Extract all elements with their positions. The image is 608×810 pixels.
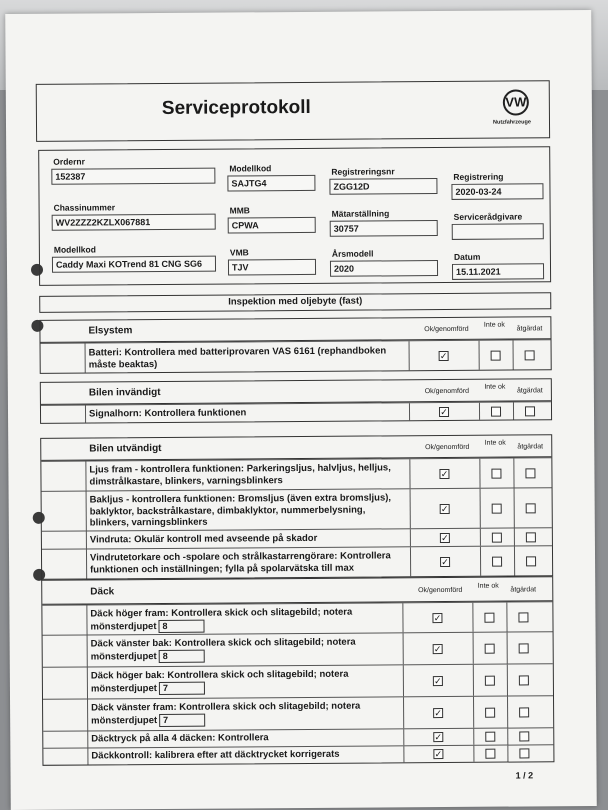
inte-ok-checkbox[interactable] — [492, 533, 502, 543]
checklist-row — [43, 744, 553, 765]
tread-depth-field: 8 — [159, 649, 205, 662]
col-ok-header: Ok/genomförd — [424, 387, 470, 396]
col-ok-header: Ok/genomförd — [425, 443, 470, 452]
col-atgardat-header: åtgärdat — [516, 325, 543, 333]
modellkod2-label: Modellkod — [53, 244, 96, 255]
col-inte-ok-header: Inte ok — [484, 439, 506, 447]
col-atgardat-header: åtgärdat — [517, 443, 544, 451]
checklist-row — [41, 401, 551, 423]
row-text: Däck vänster bak: Kontrollera skick och slitagebild; notera mönsterdjupet 8 — [90, 636, 356, 662]
checklist-row — [43, 631, 553, 667]
inspection-title: Inspektion med oljebyte (fast) — [39, 292, 551, 313]
ok-checkbox[interactable]: ✓ — [434, 708, 442, 719]
checklist-row — [42, 601, 552, 635]
tread-depth-field: 7 — [159, 713, 205, 726]
ordernr-field: 152387 — [51, 168, 215, 185]
section-title: Elsystem — [88, 325, 133, 337]
checklist-row — [42, 487, 552, 531]
vmb-label: VMB — [229, 247, 249, 258]
col-atgardat-header: åtgärdat — [517, 387, 543, 395]
datum-field: 15.11.2021 — [452, 263, 544, 280]
ok-checkbox[interactable]: ✓ — [434, 749, 443, 760]
vw-logo: VW — [503, 89, 529, 115]
registrering-field: 2020-03-24 — [451, 183, 543, 200]
modellkod2-field: Caddy Maxi KOTrend 81 CNG SG6 — [52, 256, 216, 273]
ok-checkbox[interactable]: ✓ — [440, 406, 448, 418]
registrering-label: Registrering — [453, 171, 504, 182]
atgardat-checkbox[interactable] — [519, 643, 529, 653]
section-bilen-invandigt — [40, 378, 552, 424]
row-text: Batteri: Kontrollera med batteriprovaren VAS 6161 (rephandboken måste beaktas) — [88, 345, 387, 370]
ok-checkbox[interactable]: ✓ — [433, 613, 442, 624]
row-text: Däck höger bak: Kontrollera skick och slitagebild; notera mönsterdjupet 7 — [90, 668, 349, 694]
col-atgardat-header: åtgärdat — [510, 586, 537, 594]
atgardat-checkbox[interactable] — [519, 748, 529, 758]
datum-label: Datum — [453, 251, 481, 262]
checklist-row — [42, 545, 552, 579]
ordernr-label: Ordernr — [53, 156, 85, 167]
vehicle-info — [38, 146, 551, 286]
chassinummer-label: Chassinummer — [53, 202, 116, 213]
atgardat-checkbox[interactable] — [526, 532, 536, 542]
chassinummer-field: WV2ZZZ2KZLX067881 — [52, 214, 216, 231]
col-ok-header: Ok/genomförd — [424, 325, 469, 334]
arsmodell-field: 2020 — [330, 260, 438, 277]
atgardat-checkbox[interactable] — [519, 707, 529, 717]
inte-ok-checkbox[interactable] — [484, 613, 494, 623]
matarstallning-field: 30757 — [330, 220, 438, 237]
inte-ok-checkbox[interactable] — [492, 557, 502, 567]
section-elsystem — [39, 316, 551, 374]
row-text: Vindrutetorkare och -spolare och strålkastarrengörare: Kontrollera funktionen och inställningen; fylla på spolarvätska till max — [89, 550, 391, 575]
row-text: Bakljus - kontrollera funktionen: Bromsljus (även extra bromsljus), baklyktor, backstrålkastare, dimbaklyktor, nummerbelysning, blinkers, varningsblinkers — [89, 492, 392, 529]
ok-checkbox[interactable]: ✓ — [440, 468, 449, 480]
row-text: Däcktryck på alla 4 däcken: Kontrollera — [91, 732, 269, 745]
mmb-label: MMB — [229, 205, 250, 216]
section-header — [42, 577, 552, 605]
atgardat-checkbox[interactable] — [518, 612, 528, 622]
inte-ok-checkbox[interactable] — [485, 708, 495, 718]
inte-ok-checkbox[interactable] — [485, 676, 495, 686]
ok-checkbox[interactable]: ✓ — [441, 556, 449, 568]
tread-depth-field: 7 — [159, 681, 205, 694]
col-inte-ok-header: Inte ok — [477, 582, 499, 590]
ok-checkbox[interactable]: ✓ — [439, 350, 448, 362]
section-dack — [41, 576, 554, 766]
arsmodell-label: Årsmodell — [331, 248, 374, 259]
inte-ok-checkbox[interactable] — [485, 749, 495, 759]
atgardat-checkbox[interactable] — [525, 350, 535, 360]
checklist-row — [41, 457, 551, 491]
atgardat-checkbox[interactable] — [526, 503, 536, 513]
col-inte-ok-header: Inte ok — [484, 383, 506, 391]
row-text: Vindruta: Okulär kontroll med avseende på skador — [89, 532, 318, 546]
checklist-row — [43, 663, 553, 699]
inte-ok-checkbox[interactable] — [485, 644, 495, 654]
inte-ok-checkbox[interactable] — [491, 407, 501, 417]
registreringsnr-field: ZGG12D — [329, 178, 437, 195]
tread-depth-field: 8 — [158, 619, 204, 632]
page-number: 1 / 2 — [515, 770, 534, 781]
brand-name: Nutzfahrzeuge — [492, 119, 531, 126]
inte-ok-checkbox[interactable] — [491, 469, 501, 479]
atgardat-checkbox[interactable] — [526, 556, 536, 566]
checklist-row — [43, 695, 553, 731]
ok-checkbox[interactable]: ✓ — [434, 732, 443, 743]
section-bilen-utvandigt — [40, 434, 553, 580]
col-ok-header: Ok/genomförd — [418, 586, 463, 595]
ok-checkbox[interactable]: ✓ — [433, 644, 442, 655]
servicaradgivare-label: Servicerådgivare — [453, 211, 523, 222]
ok-checkbox[interactable]: ✓ — [434, 676, 442, 687]
atgardat-checkbox[interactable] — [519, 731, 529, 741]
vmb-field: TJV — [228, 259, 316, 276]
row-text: Däckkontroll: kalibrera efter att däcktrycket korrigerats — [91, 748, 340, 762]
row-text: Ljus fram - kontrollera funktionen: Parkeringsljus, halvljus, helljus, dimstrålkastare, blinkers, varningsblinkers — [89, 462, 391, 487]
row-text: Däck höger fram: Kontrollera skick och slitagebild; notera mönsterdjupet 8 — [90, 606, 353, 632]
inte-ok-checkbox[interactable] — [485, 732, 495, 742]
document-page — [5, 10, 597, 810]
row-text: Signalhorn: Kontrollera funktionen — [88, 407, 247, 420]
modellkod-field: SAJTG4 — [227, 175, 315, 192]
row-text: Däck vänster fram: Kontrollera skick och slitagebild; notera mönsterdjupet 7 — [91, 700, 361, 726]
registreringsnr-label: Registreringsnr — [331, 166, 395, 177]
matarstallning-label: Mätarställning — [331, 208, 390, 219]
servicaradgivare-field — [452, 223, 544, 240]
ok-checkbox[interactable]: ✓ — [440, 503, 449, 515]
modellkod-label: Modellkod — [229, 163, 272, 174]
atgardat-checkbox[interactable] — [525, 406, 535, 416]
document-header — [36, 80, 550, 142]
section-title: Bilen utvändigt — [89, 442, 162, 455]
checklist-row — [41, 339, 551, 373]
mmb-field: CPWA — [228, 217, 316, 234]
section-title: Däck — [90, 586, 115, 598]
atgardat-checkbox[interactable] — [519, 675, 529, 685]
inte-ok-checkbox[interactable] — [491, 351, 501, 361]
col-inte-ok-header: Inte ok — [483, 321, 505, 329]
atgardat-checkbox[interactable] — [525, 468, 535, 478]
ok-checkbox[interactable]: ✓ — [441, 532, 449, 544]
page-title: Serviceprotokoll — [161, 96, 311, 119]
section-title: Bilen invändigt — [88, 386, 161, 399]
inte-ok-checkbox[interactable] — [492, 504, 502, 514]
